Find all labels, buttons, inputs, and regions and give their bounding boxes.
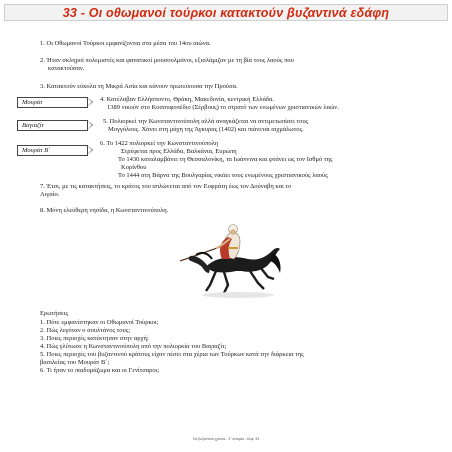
question-3: 3. Ποιες περιοχές κατέκτησαν στην αρχή; [40,335,149,342]
paragraph-4-line-1: 4. Κατέλαβαν Ελλήσποντο, Θράκη, Μακεδονία, κεντρική Ελλάδα. [100,96,274,103]
paragraph-7-line-1: 7. Έτσι, με τις κατακτήσεις, το κράτος του απλώνεται από τον Ευφράτη έως τον Δούναβη και το [40,183,292,190]
tag-murat-b: Μουράτ Β΄ [17,145,88,156]
question-6: 6. Τι ήταν το παιδομάζωμα και οι Γενίτσαροι; [40,367,160,374]
question-5-line-2: βασιλείας του Μουράτ Β΄; [40,359,110,366]
question-5-line-1: 5. Ποιες περιοχές του βυζαντινού κράτους είχαν πέσει στα χέρια των Τούρκων κατά την διάρκεια της [40,351,304,358]
paragraph-5-line-1: 5. Πολιορκεί την Κωνσταντινούπολη αλλά αναγκάζεται να αντιμετωπίσει τους [103,118,309,125]
paragraph-6-line-4: Κορίνθου [121,164,147,171]
paragraph-6-line-3: Το 1430 καταλαμβάνει τη Θεσσαλονίκη, τα Ιωάννινα και φτάνει ως τον Ισθμό της [118,156,333,163]
paragraph-6-line-2: Στρέφεται προς Ελλάδα, Βαλκάνια, Ευρώπη [121,148,237,155]
paragraph-7-line-2: Αιγαίο. [40,191,60,198]
paragraph-6-line-5: Το 1444 στη Βάρνα της Βουλγαρίας νικάει τους ενωμένους χριστιανικούς λαούς [118,172,328,179]
paragraph-3: 3. Κατακτούν εύκολα τη Μικρά Ασία και κάνουν πρωτεύουσα την Προύσα. [40,83,238,90]
title-banner [4,4,448,21]
paragraph-6-line-1: 6. Το 1422 πολιορκεί την Κωνσταντινούπολη [100,140,219,147]
paragraph-4-line-2: 1389 νικούν στο Κοσσυφοπέδιο (Σέρβους) το στρατό των ενωμένων χριστιανικών λαών. [107,104,339,111]
question-4: 4. Πώς γλύτωσε η Κωνσταντινούπολη από την πολιορκία του Βαγιαζίτ; [40,343,227,350]
paragraph-1: 1. Οι Οθωμανοί Τούρκοι εμφανίζονται στα μέσα του 14ου αιώνα. [40,40,211,47]
question-2: 2. Πώς λεγόταν ο σουλτάνος τους; [40,327,131,334]
ottoman-horseman-illustration [176,207,286,302]
page-footer: Για βυζαντινά χρόνια - Σ' ιστορία - Κεφ. 33 [192,437,260,441]
page-title: 33 - Οι οθωμανοί τούρκοι κατακτούν βυζαντινά εδάφη [62,6,390,20]
paragraph-2-line-2: κατακτούσαν. [48,65,85,72]
tag-bayazid: Βαγιαζίτ [17,120,88,131]
paragraph-2-line-1: 2. Ήταν σκληροί πολεμιστές και φανατικοί μουσουλμάνοι, εξισλάμιζαν με τη βία τους λαούς που [40,57,294,64]
paragraph-5-line-2: Μογγόλους. Χάνει στη μάχη της Άγκυρας (1402) και πιάνεται αιχμάλωτος. [108,126,304,133]
tag-murat: Μουράτ [17,97,88,108]
paragraph-8: 8. Μόνη ελεύθερη νησίδα, η Κωνσταντινούπολη. [40,207,169,214]
questions-heading: Ερωτήσεις [40,310,69,317]
question-1: 1. Πότε εμφανίστηκαν οι Οθωμανοί Τούρκοι; [40,319,159,326]
